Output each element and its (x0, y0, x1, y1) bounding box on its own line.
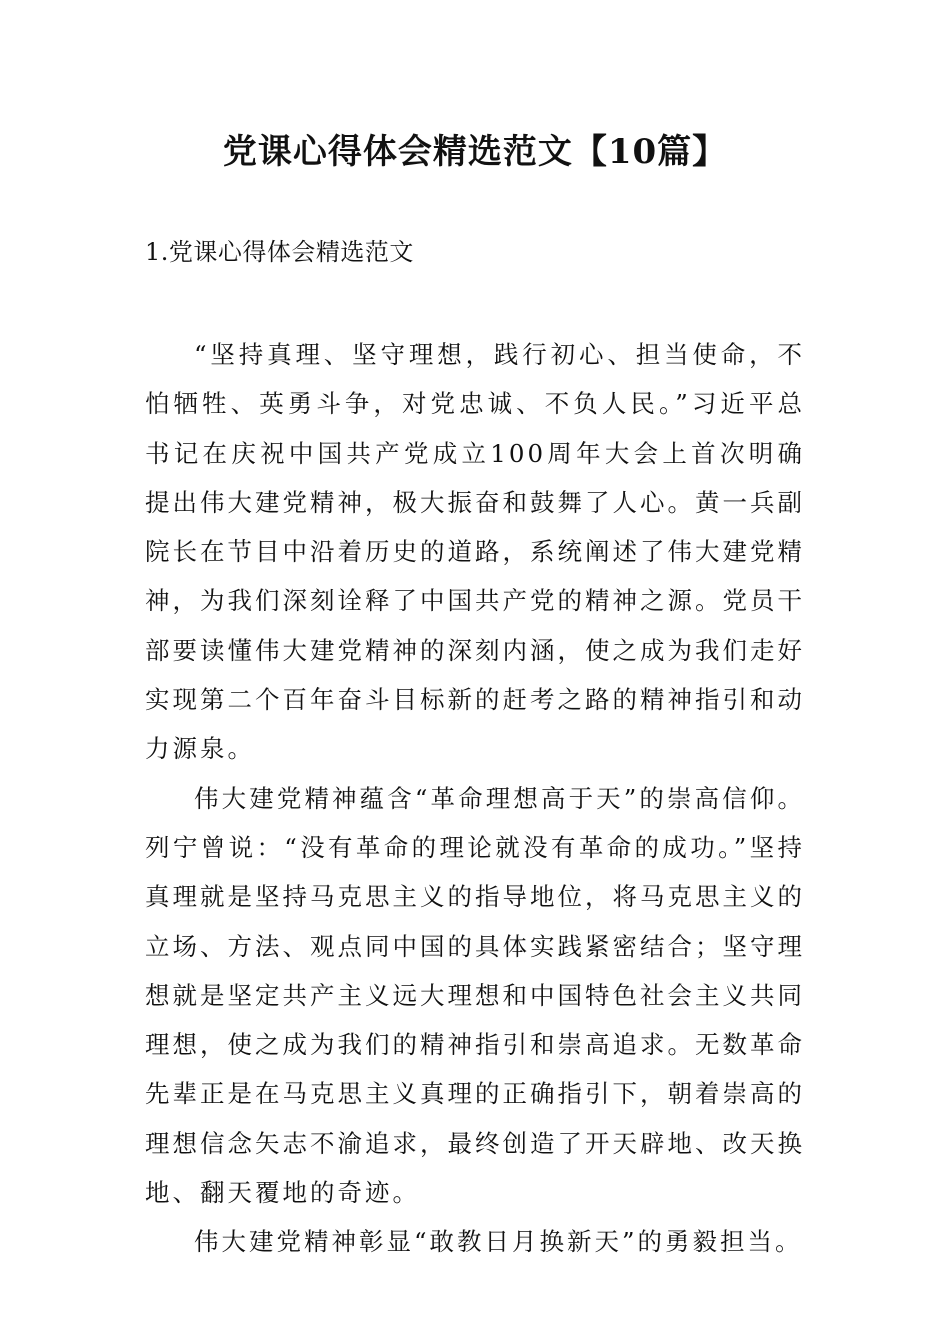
paragraph: 伟大建党精神蕴含“革命理想高于天”的崇高信仰。列宁曾说：“没有革命的理论就没有革命的成功。”坚持真理就是坚持马克思主义的指导地位，将马克思主义的立场、方法、观点同中国的具体实践紧密结合；坚守理想就是坚定共产主义远大理想和中国特色社会主义共同理想，使之成为我们的精神指引和崇高追求。无数革命先辈正是在马克思主义真理的正确指引下，朝着崇高的理想信念矢志不渝追求，最终创造了开天辟地、改天换地、翻天覆地的奇迹。 (145, 783, 805, 1208)
section-heading: 1.党课心得体会精选范文 (145, 238, 414, 266)
document-body (145, 330, 805, 1267)
paragraph: 伟大建党精神彰显“敢教日月换新天”的勇毅担当。 (194, 1227, 803, 1257)
document-title: 党课心得体会精选范文【10篇】 (222, 132, 728, 172)
paragraph: “坚持真理、坚守理想，践行初心、担当使命，不怕牺牲、英勇斗争，对党忠诚、不负人民。”习近平总书记在庆祝中国共产党成立100周年大会上首次明确提出伟大建党精神，极大振奋和鼓舞了人心。黄一兵副院长在节目中沿着历史的道路，系统阐述了伟大建党精神，为我们深刻诠释了中国共产党的精神之源。党员干部要读懂伟大建党精神的深刻内涵，使之成为我们走好实现第二个百年奋斗目标新的赶考之路的精神指引和动力源泉。 (145, 340, 805, 764)
